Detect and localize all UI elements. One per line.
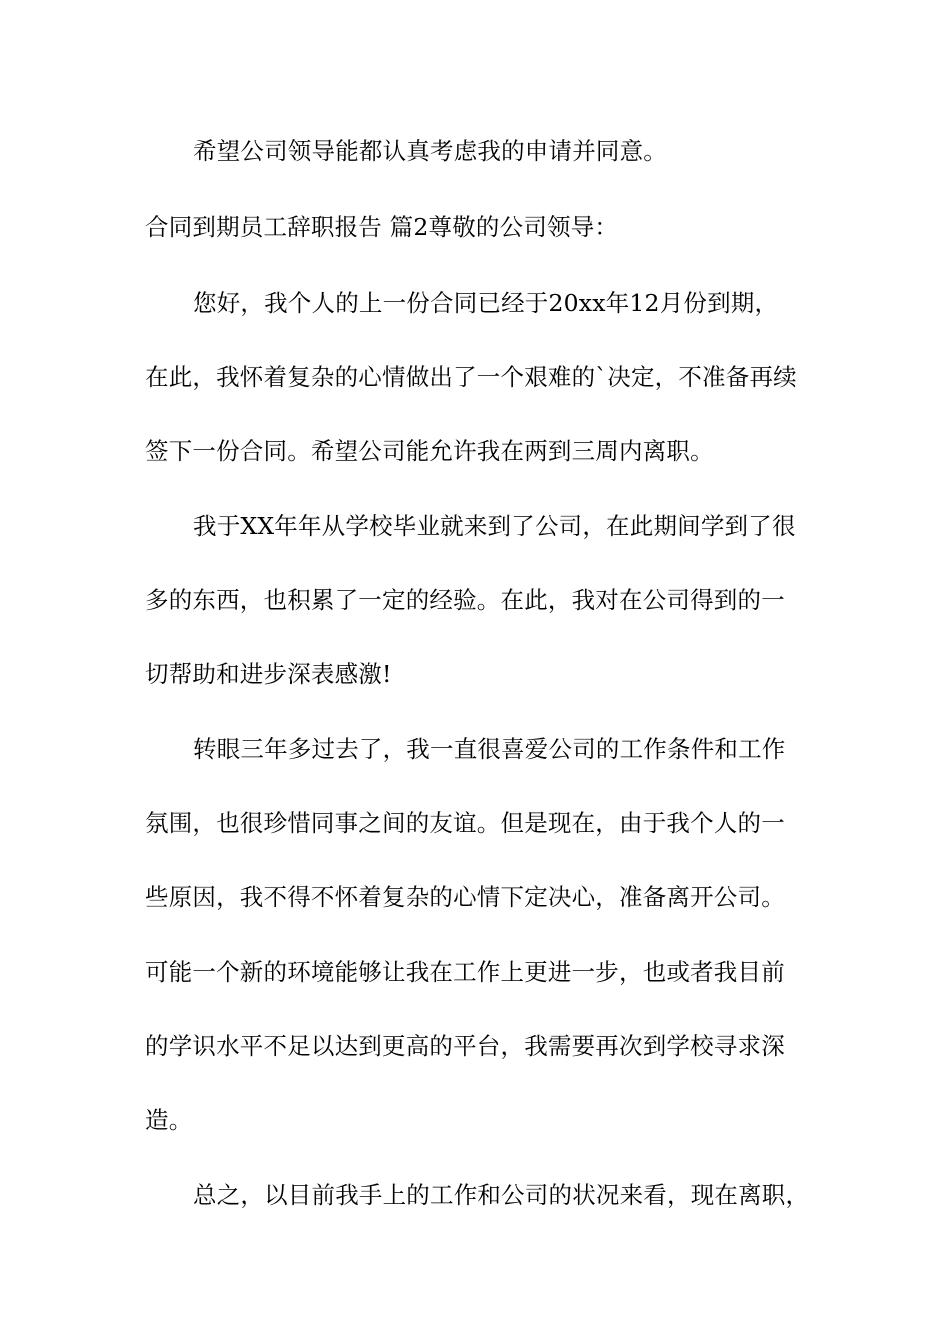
- paragraph-line: 多的东西，也积累了一定的经验。在此，我对在公司得到的一: [145, 586, 785, 614]
- paragraph-line: 您好，我个人的上一份合同已经于20xx年12月份到期，: [193, 289, 779, 317]
- paragraph-line: 的学识水平不足以达到更高的平台，我需要再次到学校寻求深: [145, 1032, 785, 1060]
- paragraph-line: 切帮助和进步深表感激!: [145, 660, 392, 688]
- paragraph-line: 些原因，我不得不怀着复杂的心情下定决心，准备离开公司。: [145, 883, 785, 911]
- paragraph-line: 转眼三年多过去了，我一直很喜爱公司的工作条件和工作: [193, 735, 786, 763]
- paragraph-line: 在此，我怀着复杂的心情做出了一个艰难的`决定，不准备再续: [145, 363, 797, 391]
- paragraph-line: 签下一份合同。希望公司能允许我在两到三周内离职。: [145, 437, 714, 465]
- paragraph-line: 氛围，也很珍惜同事之间的友谊。但是现在，由于我个人的一: [145, 809, 785, 837]
- paragraph-line: 造。: [145, 1106, 193, 1134]
- paragraph-line: 希望公司领导能都认真考虑我的申请并同意。: [193, 137, 667, 165]
- paragraph-line: 总之，以目前我手上的工作和公司的状况来看，现在离职，: [193, 1181, 810, 1209]
- section-heading-line: 合同到期员工辞职报告 篇2尊敬的公司领导：: [145, 213, 619, 241]
- paragraph-line: 可能一个新的环境能够让我在工作上更进一步，也或者我目前: [145, 958, 785, 986]
- paragraph-line: 我于XX年年从学校毕业就来到了公司，在此期间学到了很: [193, 512, 796, 540]
